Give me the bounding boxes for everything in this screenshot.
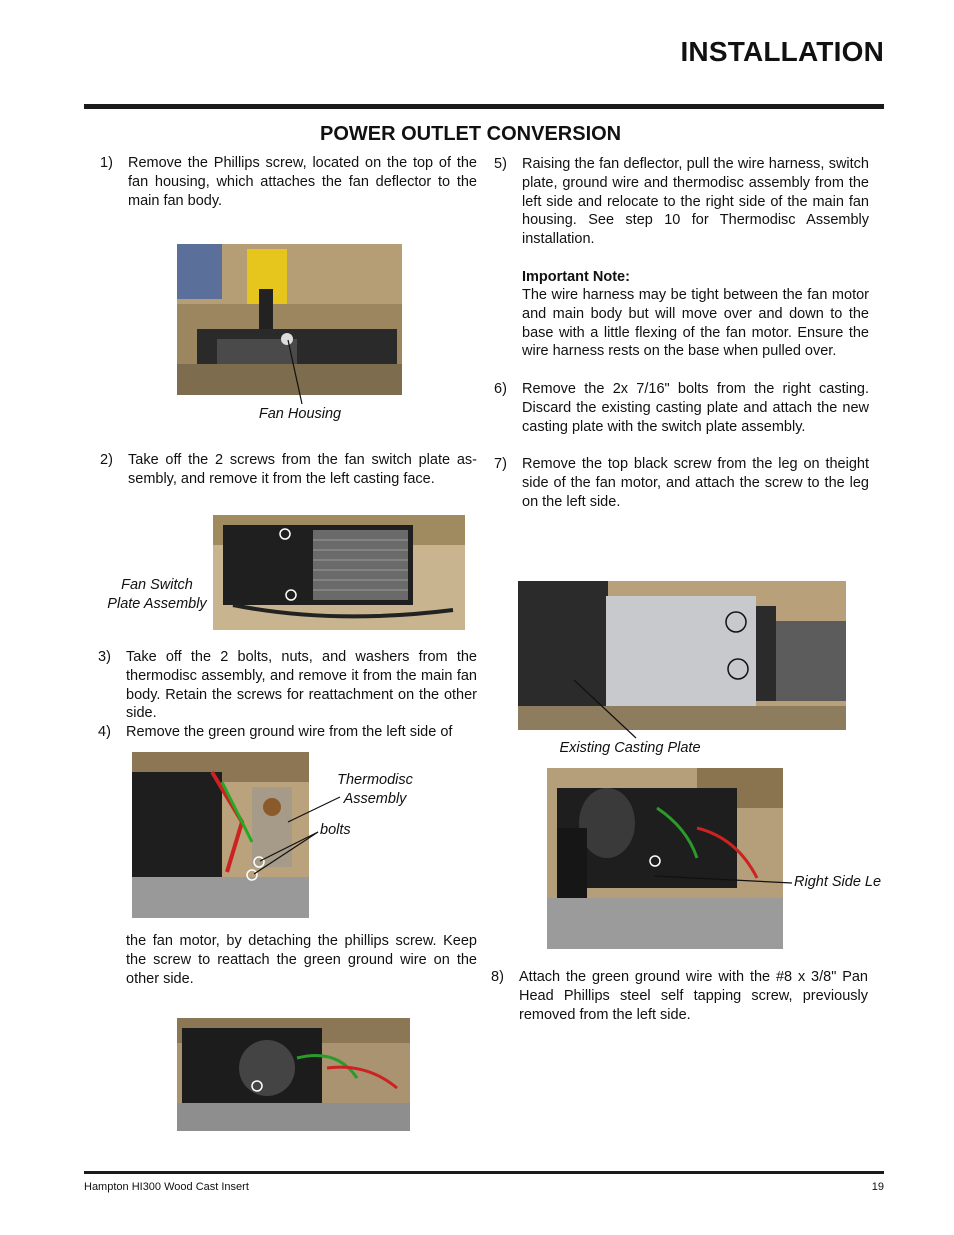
step-number: 3) [98,649,111,665]
step-text: Remove the Phillips screw, located on the top of the fan housing, which attaches the fan deflector to the main fan body. [128,155,477,209]
note-text: The wire harness may be tight between the fan motor and main body but will move over and down to the base with a little flexing of the fan motor. Ensure the wire harness rests on the base when pulled over. [522,287,869,360]
step-2 [100,451,478,491]
fan-switch-plate-photo [213,515,465,630]
step-8 [491,968,869,1028]
step-3 [98,648,478,726]
step-text: Remove the 2x 7/16" bolts from the right casting. Discard the existing casting plate and attach the new casting plate with the switch plate assembly. [522,381,869,435]
step-6 [494,380,870,440]
note-heading: Important Note: [522,269,630,285]
existing-casting-caption: Existing Casting Plate [559,740,701,756]
step-text: Take off the 2 bolts, nuts, and washers from the thermodisc assembly, and remove it from the main fan body. Retain the screws for reattachment on the other side. [126,649,477,722]
step-text: Attach the green ground wire with the #8 x 3/8" Pan Head Phillips steel self tapping screw, previously removed from the left side. [519,969,868,1023]
bolts-leader-lines [250,828,320,878]
section-title: POWER OUTLET CONVERSION [320,123,622,145]
right-side-leg-leader-line [652,872,794,888]
thermodisc-caption-line1: Thermodisc [337,772,413,788]
step-number: 2) [100,452,113,468]
fan-housing-leader-line [286,338,306,408]
casting-plate-photo [518,581,846,730]
right-side-leg-caption: Right Side Le [794,874,882,890]
important-note-body [522,286,869,366]
footer-document-title: Hampton HI300 Wood Cast Insert [84,1181,249,1193]
page-header-title: INSTALLATION [680,36,884,67]
step-5 [494,155,870,255]
step-1 [100,154,478,214]
step-4 [98,723,478,743]
step-4-continuation [126,932,478,992]
bottom-divider [84,1171,884,1174]
fan-housing-caption: Fan Housing [258,406,342,422]
step-text: Take off the 2 screws from the fan switch plate as-sembly, and remove it from the left casting face. [128,452,477,487]
top-divider [84,104,884,109]
step-number: 1) [100,155,113,171]
important-note-heading [522,268,869,288]
step-text: the fan motor, by detaching the phillips screw. Keep the screw to reattach the green ground wire on the other side. [126,933,477,987]
bolts-caption: bolts [320,822,351,838]
step-number: 4) [98,724,111,740]
step-text: Remove the top black screw from the leg on theight side of the fan motor, and attach the screw to the leg on the left side. [522,456,869,510]
step-number: 7) [494,456,507,472]
step-number: 5) [494,156,507,172]
ground-wire-photo [177,1018,410,1131]
casting-plate-leader-line [570,676,640,742]
step-text: Raising the fan deflector, pull the wire harness, switch plate, ground wire and thermodisc assembly from the left side and relocate to the right side of the main fan housing. See step 10 for Thermodisc Assembly installation. [522,156,869,248]
fan-switch-caption-line2: Plate Assembly [107,596,207,612]
step-7 [494,455,870,515]
step-text: Remove the green ground wire from the left side of [126,724,453,740]
fan-switch-caption-line1: Fan Switch [121,577,193,593]
step-number: 6) [494,381,507,397]
thermodisc-caption-line2: Assembly [343,791,407,807]
footer-page-number: 19 [871,1181,884,1193]
step-number: 8) [491,969,504,985]
right-side-leg-photo [547,768,783,949]
